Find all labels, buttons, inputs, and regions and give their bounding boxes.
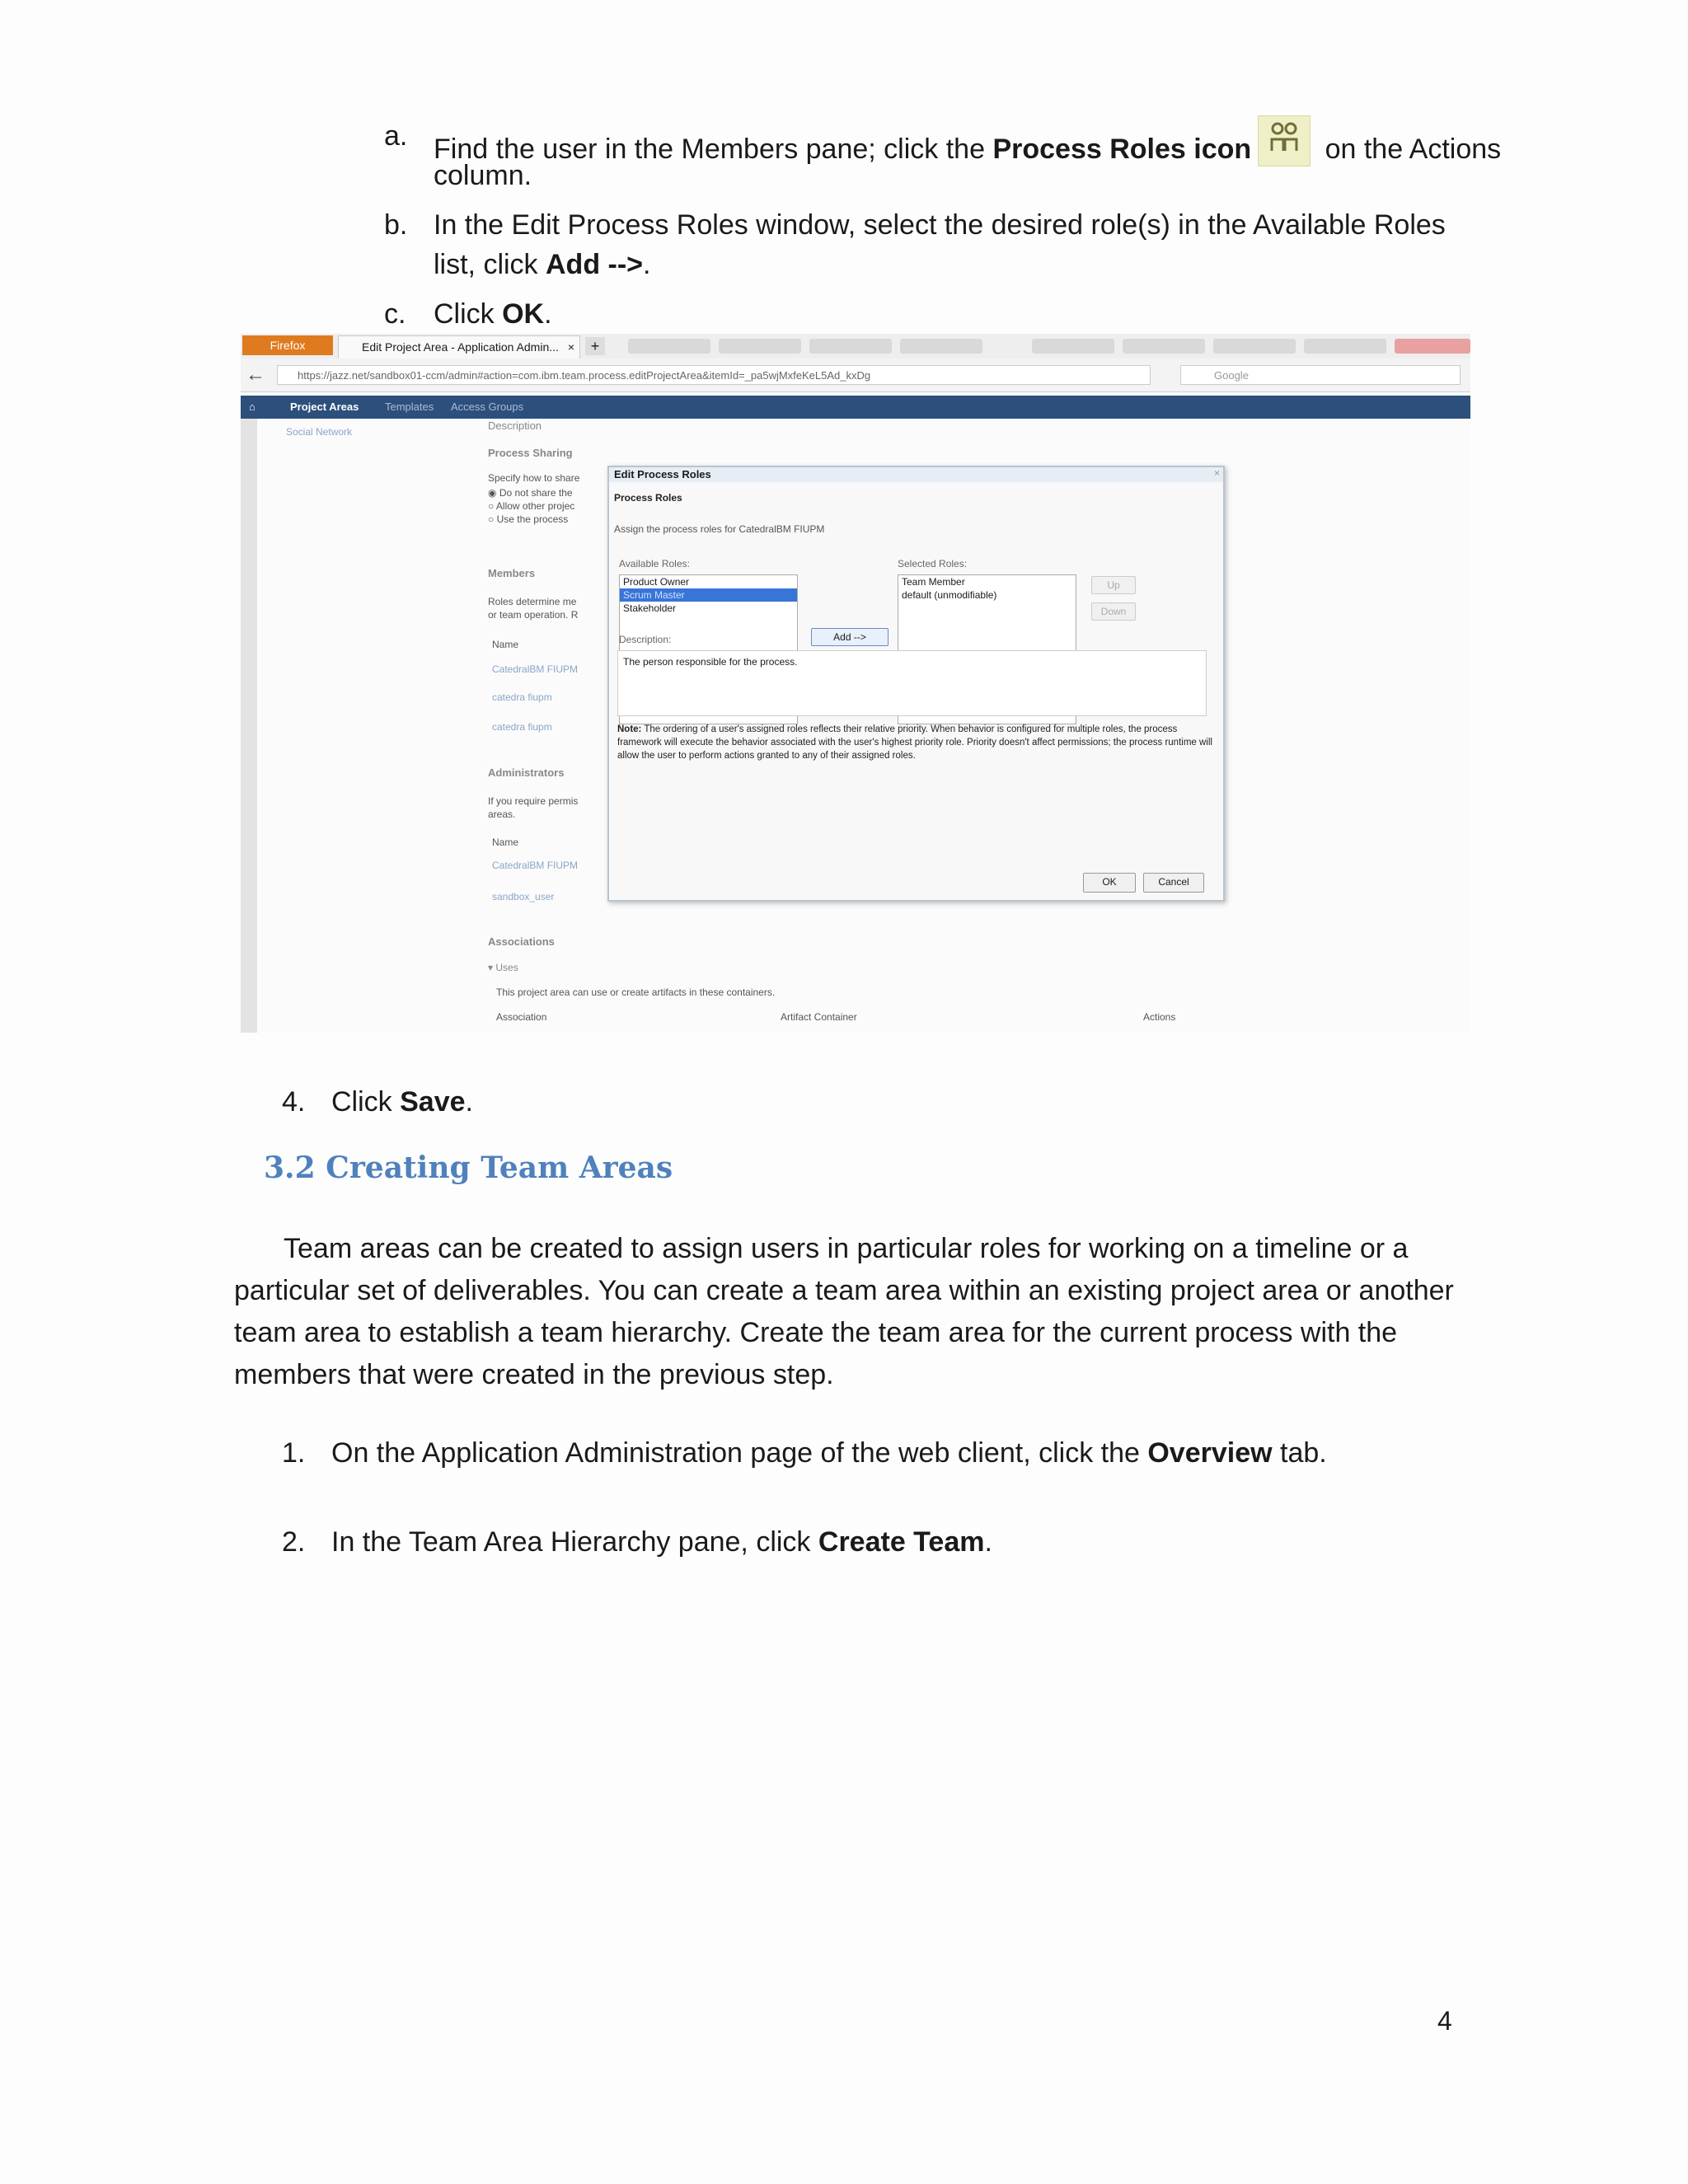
- admin-link[interactable]: sandbox_user: [492, 891, 555, 902]
- dialog-close-icon[interactable]: ×: [1213, 467, 1220, 479]
- move-up-button[interactable]: Up: [1091, 576, 1136, 594]
- admin-hint: areas.: [488, 808, 516, 820]
- radio-option-2[interactable]: ○ Allow other projec: [488, 500, 575, 512]
- description-text: The person responsible for the process.: [623, 656, 798, 668]
- dialog-title: Edit Process Roles: [609, 467, 1223, 482]
- search-field[interactable]: Google: [1180, 365, 1461, 385]
- nav-access-groups[interactable]: Access Groups: [451, 401, 524, 413]
- background-tab[interactable]: [1123, 339, 1205, 354]
- background-tab[interactable]: [1304, 339, 1386, 354]
- section-members: Members: [488, 567, 536, 579]
- paragraph-line: team area to establish a team hierarchy. Create the team area for the current process with the: [234, 1317, 1398, 1348]
- step-a-letter: a.: [384, 120, 408, 152]
- step-b-letter: b.: [384, 209, 408, 241]
- column-association: Association: [496, 1011, 547, 1023]
- uses-toggle[interactable]: ▾ Uses: [488, 962, 518, 973]
- app-nav-bar: [241, 396, 1470, 419]
- ok-button[interactable]: OK: [1083, 873, 1136, 893]
- step-b-text: In the Edit Process Roles window, select the desired role(s) in the Available Roles: [434, 209, 1446, 241]
- browser-toolbar: [241, 359, 1470, 392]
- paragraph-line: members that were created in the previous step.: [234, 1359, 834, 1390]
- section-administrators: Administrators: [488, 766, 565, 779]
- add-role-button[interactable]: Add -->: [811, 628, 889, 646]
- dialog-assign-text: Assign the process roles for CatedralBM FIUPM: [614, 523, 825, 535]
- page-number: 4: [1437, 2006, 1452, 2036]
- left-pane-strip: [241, 419, 257, 1033]
- selected-role[interactable]: default (unmodifiable): [902, 589, 997, 601]
- uses-hint: This project area can use or create artifacts in these containers.: [496, 987, 776, 998]
- role-option[interactable]: Stakeholder: [623, 602, 677, 614]
- step-c-letter: c.: [384, 298, 406, 330]
- tab-title: Edit Project Area - Application Admin...: [362, 340, 559, 354]
- cancel-button[interactable]: Cancel: [1143, 873, 1204, 893]
- role-option-selected[interactable]: Scrum Master: [620, 588, 797, 602]
- sharing-hint: Specify how to share: [488, 472, 580, 484]
- browser-tabbar: [241, 334, 1470, 359]
- step-2-text: In the Team Area Hierarchy pane, click Create Team.: [331, 1526, 992, 1558]
- role-option[interactable]: Product Owner: [623, 576, 690, 588]
- home-icon[interactable]: ⌂: [249, 401, 256, 413]
- section-heading: 3.2 Creating Team Areas: [264, 1151, 673, 1185]
- background-tab[interactable]: [1213, 339, 1296, 354]
- process-roles-icon: [1258, 115, 1311, 166]
- section-description: Description: [488, 419, 542, 432]
- description-label: Description:: [619, 634, 672, 645]
- member-link[interactable]: CatedralBM FIUPM: [492, 663, 579, 675]
- step-a-post: on the Actions: [1317, 134, 1502, 165]
- admin-link[interactable]: CatedralBM FIUPM: [492, 860, 579, 871]
- description-box: [617, 650, 1207, 716]
- members-name-column: Name: [492, 639, 519, 650]
- edit-process-roles-dialog: [607, 466, 1225, 902]
- nav-templates[interactable]: Templates: [385, 401, 434, 413]
- step-2-number: 2.: [282, 1526, 306, 1558]
- selected-roles-label: Selected Roles:: [898, 558, 968, 569]
- roles-hint: Roles determine me: [488, 596, 577, 607]
- left-nav-link[interactable]: Social Network: [286, 426, 353, 438]
- step-b-continued: list, click Add -->.: [434, 249, 651, 280]
- back-arrow-icon[interactable]: ←: [246, 363, 265, 386]
- step-4-text: Click Save.: [331, 1086, 473, 1118]
- paragraph-line: Team areas can be created to assign users in particular roles for working on a timeline or a: [284, 1233, 1409, 1264]
- embedded-screenshot: [241, 334, 1470, 1033]
- member-link[interactable]: catedra fiupm: [492, 691, 552, 703]
- column-actions: Actions: [1143, 1011, 1176, 1023]
- nav-project-areas[interactable]: Project Areas: [290, 401, 359, 413]
- step-a-continued: column.: [434, 160, 532, 191]
- background-tab[interactable]: [628, 339, 710, 354]
- background-tab[interactable]: [1395, 339, 1470, 354]
- browser-tab[interactable]: [338, 335, 580, 359]
- radio-option-3[interactable]: ○ Use the process: [488, 513, 569, 525]
- step-4-number: 4.: [282, 1086, 306, 1118]
- step-c-text: Click OK.: [434, 298, 552, 330]
- move-down-button[interactable]: Down: [1091, 602, 1136, 621]
- background-tab[interactable]: [719, 339, 801, 354]
- background-tab[interactable]: [1032, 339, 1114, 354]
- background-tab[interactable]: [809, 339, 892, 354]
- new-tab-button[interactable]: +: [585, 337, 605, 355]
- step-a-pre: Find the user in the Members pane; click the: [434, 134, 993, 165]
- radio-option-1[interactable]: ◉ Do not share the: [488, 487, 573, 499]
- step-1-number: 1.: [282, 1437, 306, 1469]
- admin-hint: If you require permis: [488, 795, 579, 807]
- column-artifact-container: Artifact Container: [781, 1011, 857, 1023]
- admin-name-column: Name: [492, 837, 519, 848]
- step-1-text: On the Application Administration page of the web client, click the Overview tab.: [331, 1437, 1327, 1469]
- step-a-text: [434, 115, 1501, 170]
- step-a-bold: Process Roles icon: [992, 134, 1252, 165]
- section-process-sharing: Process Sharing: [488, 447, 573, 459]
- address-bar[interactable]: https://jazz.net/sandbox01-ccm/admin#action=com.ibm.team.process.editProjectArea&itemId=_pa5wjMxfeKeL5Ad_kxDg: [277, 365, 1151, 385]
- background-tab[interactable]: [900, 339, 982, 354]
- available-roles-label: Available Roles:: [619, 558, 690, 569]
- roles-note: Note: The ordering of a user's assigned roles reflects their relative priority. When behavior is configured for multiple roles, the process framework will execute the behavior associated with the user's highest priority role. Priority doesn't affect permissions; the process runtime will allow the user to perform actions granted to any of their assigned roles.: [617, 724, 1212, 761]
- member-link[interactable]: catedra fiupm: [492, 721, 552, 733]
- dialog-section-title: Process Roles: [614, 492, 682, 504]
- firefox-menu-button[interactable]: Firefox: [242, 335, 333, 355]
- tab-close-icon[interactable]: ×: [567, 340, 574, 354]
- section-associations: Associations: [488, 935, 555, 948]
- roles-hint: or team operation. R: [488, 609, 579, 621]
- selected-role[interactable]: Team Member: [902, 576, 965, 588]
- paragraph-line: particular set of deliverables. You can create a team area within an existing project area or another: [234, 1275, 1454, 1306]
